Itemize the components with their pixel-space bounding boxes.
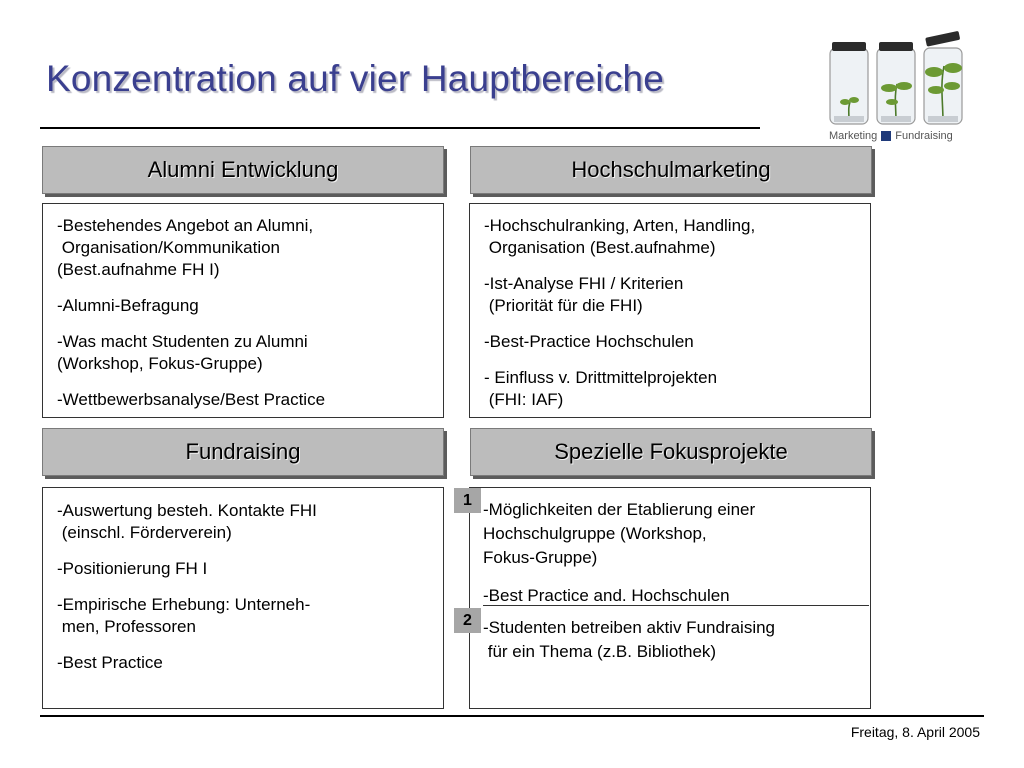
project-1-item: -Best Practice and. Hochschulen: [483, 586, 730, 605]
alumni-box: [42, 203, 444, 418]
marketing-header-label: Hochschulmarketing: [571, 157, 771, 182]
project-2-text: [483, 616, 863, 664]
marketing-item: - Einfluss v. Drittmittelprojekten (FHI: IAF): [484, 368, 718, 409]
fundraising-item: -Positionierung FH I: [57, 559, 208, 578]
slide-title: Konzentration auf vier Hauptbereiche: [46, 58, 665, 99]
fundraising-item: -Empirische Erhebung: Unterneh- men, Professoren: [57, 595, 311, 636]
logo-square-icon: [881, 131, 891, 141]
fundraising-item: -Best Practice: [57, 653, 163, 672]
title-underline: [40, 127, 760, 129]
marketing-item: -Ist-Analyse FHI / Kriterien (Priorität für die FHI): [484, 274, 684, 315]
project-divider: [483, 605, 869, 606]
fokus-header: [470, 428, 872, 476]
logo-fundraising-text: Fundraising: [895, 130, 953, 142]
fundraising-item: -Auswertung besteh. Kontakte FHI (einschl. Förderverein): [57, 501, 317, 542]
marketing-header: [470, 146, 872, 194]
marketing-item: -Best-Practice Hochschulen: [484, 332, 694, 351]
logo-label: [829, 130, 953, 142]
project-2-badge: 2: [454, 608, 481, 633]
project-1-text: [483, 498, 863, 608]
alumni-item: -Bestehendes Angebot an Alumni, Organisation/Kommunikation (Best.aufnahme FH I): [57, 216, 314, 279]
fundraising-box: [42, 487, 444, 709]
alumni-item: -Was macht Studenten zu Alumni (Workshop, Fokus-Gruppe): [57, 332, 308, 373]
alumni-header-label: Alumni Entwicklung: [147, 157, 339, 182]
logo-marketing-text: Marketing: [829, 130, 878, 142]
footer-rule: [40, 715, 984, 717]
project-1-item: -Möglichkeiten der Etablierung einer Hochschulgruppe (Workshop, Fokus-Gruppe): [483, 500, 756, 567]
alumni-item: -Alumni-Befragung: [57, 296, 199, 315]
footer-date: Freitag, 8. April 2005: [850, 724, 980, 740]
marketing-box: [469, 203, 871, 418]
fundraising-header: [42, 428, 444, 476]
marketing-item: -Hochschulranking, Arten, Handling, Organisation (Best.aufnahme): [484, 216, 756, 257]
fokus-header-label: Spezielle Fokusprojekte: [554, 439, 788, 464]
fundraising-header-label: Fundraising: [185, 439, 301, 464]
project-2-item: -Studenten betreiben aktiv Fundraising für ein Thema (z.B. Bibliothek): [483, 618, 776, 661]
alumni-item: -Wettbewerbsanalyse/Best Practice: [57, 390, 326, 409]
alumni-header: [42, 146, 444, 194]
project-1-badge: 1: [454, 488, 481, 513]
